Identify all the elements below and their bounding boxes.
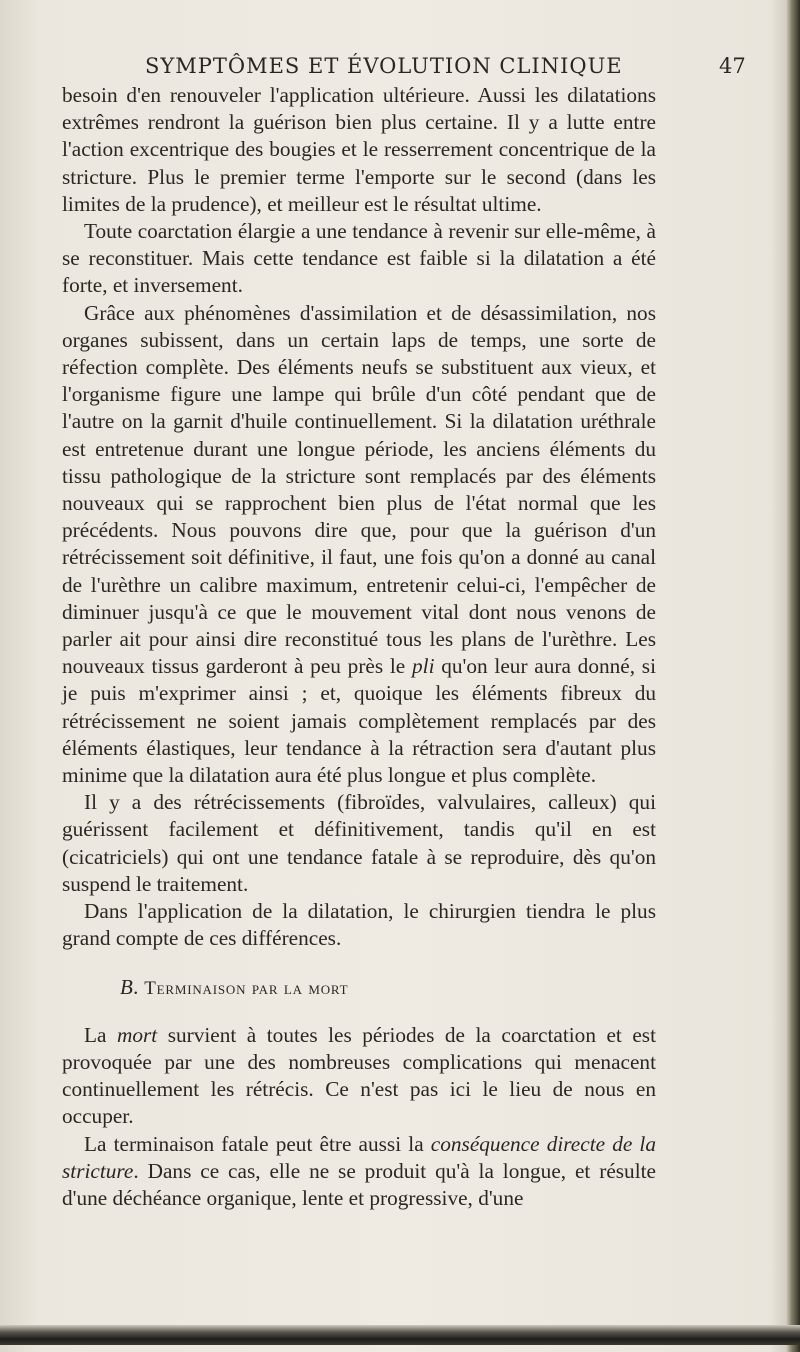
paragraph-text: . Dans ce cas, elle ne se produit qu'à la longue, et résulte d'une déchéance organique, lente et progressive, d'une	[62, 1158, 656, 1210]
italic-term: pli	[412, 654, 435, 679]
italic-term: conséquence directe de la stricture	[62, 1131, 656, 1183]
italic-term: mort	[116, 1022, 158, 1047]
paragraph	[62, 1022, 656, 1131]
running-head-title: SYMPTÔMES ET ÉVOLUTION CLINIQUE	[145, 54, 623, 78]
paragraph-text: La	[84, 1022, 117, 1047]
paragraph	[62, 1131, 656, 1213]
paragraph: besoin d'en renouveler l'application ultérieure. Aussi les dilatations extrêmes rendront la guérison bien plus certaine. Il y a lutte entre l'action excentrique des bougies et le resserrement concentrique de la stricture. Plus le premier terme l'emporte sur le second (dans les limites de la prudence), et meilleur est le résultat ultime.	[62, 83, 656, 216]
section-title: Terminaison par la mort	[144, 977, 349, 999]
paragraph-text: Grâce aux phénomènes d'assimilation et de désassimilation, nos organes subissent, dans un certain laps de temps, une sorte de réfection complète. Des éléments neufs se substituent aux vieux, et l'organisme figure une lampe qui brûle d'un côté pendant que de l'autre on la garnit d'huile continuellement. Si la dilatation uréthrale est entretenue durant une longue période, les anciens éléments du tissu pathologique de la stricture sont remplacés par des éléments nouveaux qui se rapprochent bien plus de l'état normal que les précédents. Nous pouvons dire que, pour que la guérison d'un rétrécissement soit définitive, il faut, une fois qu'on a donné au canal de l'urèthre un calibre maximum, entretenir celui-ci, l'empêcher de diminuer jusqu'à ce que le mouvement vital dont nous venons de parler ait pour ainsi dire reconstitué tous les plans de l'urèthre. Les nouveaux tissus garderont à peu près le	[62, 300, 656, 679]
paragraph: Il y a des rétrécissements (fibroïdes, valvulaires, calleux) qui guérissent facilement et définitivement, tandis qu'il en est (cicatriciels) qui ont une tendance fatale à se reproduire, dès qu'on suspend le traitement.	[62, 790, 656, 896]
body-text	[62, 82, 656, 1212]
paragraph: Toute coarctation élargie a une tendance à revenir sur elle-même, à se reconstituer. Mais cette tendance est faible si la dilatation a été forte, et inversement.	[62, 219, 656, 298]
running-head	[0, 54, 800, 84]
paragraph-text: qu'on leur aura donné, si je puis m'exprimer ainsi ; et, quoique les éléments fibreux du rétrécissement ne soient jamais complètement remplacés par des éléments élastiques, leur tendance à la rétraction sera d'autant plus minime que la dilatation aura été plus longue et plus complète.	[62, 654, 656, 788]
paragraph	[62, 300, 656, 790]
page-number: 47	[719, 54, 746, 78]
paragraph: Dans l'application de la dilatation, le chirurgien tiendra le plus grand compte de ces différences.	[62, 899, 656, 951]
page-edge-shadow	[786, 0, 800, 1352]
paragraph-text: survient à toutes les périodes de la coarctation et est provoquée par une des nombreuses complications qui menacent continuellement les rétrécis. Ce n'est pas ici le lieu de nous en occuper.	[62, 1022, 656, 1129]
section-heading	[62, 974, 656, 1004]
section-letter: B.	[120, 974, 140, 999]
scan-bottom-edge	[0, 1325, 800, 1345]
paragraph-text: La terminaison fatale peut être aussi la	[84, 1131, 431, 1156]
